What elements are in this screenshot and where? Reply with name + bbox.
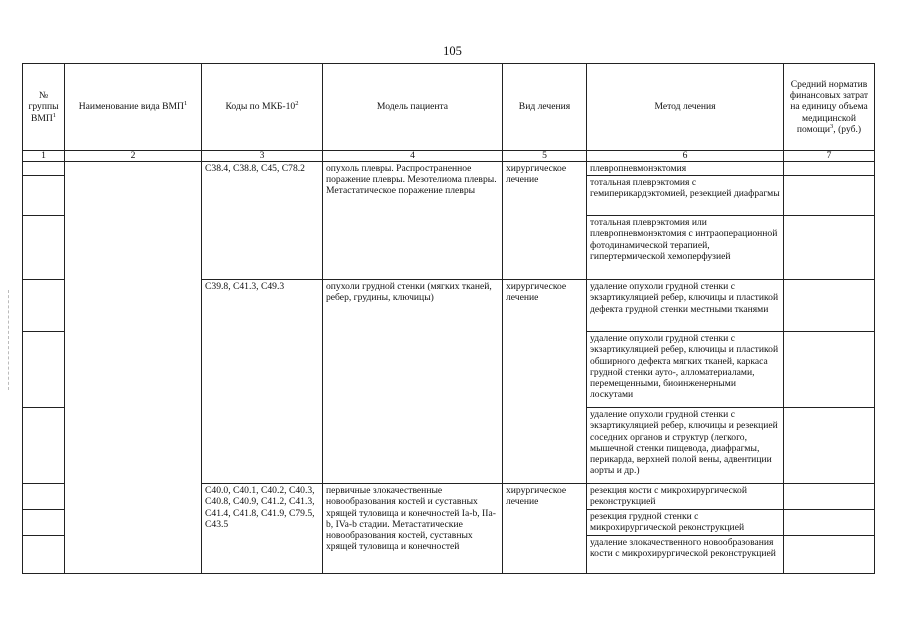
cost-cell	[784, 484, 875, 510]
cost-cell	[784, 510, 875, 536]
num-group-cell	[23, 510, 65, 536]
cost-cell	[784, 408, 875, 484]
num-group-cell	[23, 176, 65, 216]
header-name: Наименование вида ВМП$^1$	[65, 64, 202, 151]
treatment-type-cell: хирургическое лечение	[503, 280, 587, 484]
treatment-method-cell: резекция кости с микрохирургической реконструкцией	[587, 484, 784, 510]
codes-cell: C39.8, C41.3, C49.3	[202, 280, 323, 484]
vmp-name-cell	[65, 162, 202, 574]
num-group-cell	[23, 162, 65, 176]
column-numbers-row	[23, 151, 875, 162]
patient-model-cell: опухоль плевры. Распространенное поражение плевры. Мезотелиома плевры. Метастатическое поражение плевры	[323, 162, 503, 280]
column-number: 4	[323, 151, 503, 162]
num-group-cell	[23, 536, 65, 574]
column-number: 2	[65, 151, 202, 162]
header-codes: Коды по МКБ-$10^2$	[202, 64, 323, 151]
cost-cell	[784, 280, 875, 332]
margin-guide-line	[8, 290, 9, 390]
codes-cell: C38.4, C38.8, C45, C78.2	[202, 162, 323, 280]
column-number: 3	[202, 151, 323, 162]
header-method: Метод лечения	[587, 64, 784, 151]
cost-cell	[784, 332, 875, 408]
treatment-method-cell: удаление злокачественного новообразования кости с микрохирургической реконструкцией	[587, 536, 784, 574]
cost-cell	[784, 216, 875, 280]
num-group-cell	[23, 280, 65, 332]
cost-cell	[784, 176, 875, 216]
treatment-method-cell: удаление опухоли грудной стенки с экзартикуляцией ребер, ключицы и резекцией соседних органов и структур (легкого, мышечной стенки пищевода, диафрагмы, перикарда, верхней полой вены, адвентиции аорты и др.)	[587, 408, 784, 484]
header-model: Модель пациента	[323, 64, 503, 151]
header-treatment: Вид лечения	[503, 64, 587, 151]
cost-cell	[784, 162, 875, 176]
num-group-cell	[23, 332, 65, 408]
cost-cell	[784, 536, 875, 574]
num-group-cell	[23, 408, 65, 484]
codes-cell: C40.0, C40.1, C40.2, C40.3, C40.8, C40.9, C41.2, C41.3, C41.4, C41.8, C41.9, C79.5, C43.5	[202, 484, 323, 574]
table-row	[23, 162, 875, 176]
patient-model-cell: первичные злокачественные новообразования костей и суставных хрящей туловища и конечностей Ia-b, IIa-b, IVa-b стадии. Метастатические новообразования костей, суставных хрящей туловища и конечностей	[323, 484, 503, 574]
column-number: 1	[23, 151, 65, 162]
page-number: 105	[443, 44, 462, 58]
treatment-type-cell: хирургическое лечение	[503, 484, 587, 574]
header-num-group: № группы ВМП$^1$	[23, 64, 65, 151]
treatment-method-cell: тотальная плеврэктомия с гемиперикардэктомией, резекцией диафрагмы	[587, 176, 784, 216]
num-group-cell	[23, 216, 65, 280]
column-number: 7	[784, 151, 875, 162]
vmp-table	[22, 63, 875, 574]
treatment-method-cell: тотальная плеврэктомия или плевропневмонэктомия с интраоперационной фотодинамической терапией, гипертермической хемоперфузией	[587, 216, 784, 280]
num-group-cell	[23, 484, 65, 510]
treatment-method-cell: удаление опухоли грудной стенки с экзартикуляцией ребер, ключицы и пластикой дефекта грудной стенки местными тканями	[587, 280, 784, 332]
treatment-type-cell: хирургическое лечение	[503, 162, 587, 280]
header-cost: Средний норматив финансовых затрат на единицу объема медицинской помощи$^3$, (руб.)	[784, 64, 875, 151]
column-number: 6	[587, 151, 784, 162]
patient-model-cell: опухоли грудной стенки (мягких тканей, ребер, грудины, ключицы)	[323, 280, 503, 484]
treatment-method-cell: плевропневмонэктомия	[587, 162, 784, 176]
column-number: 5	[503, 151, 587, 162]
header-row	[23, 64, 875, 151]
treatment-method-cell: резекция грудной стенки с микрохирургической реконструкцией	[587, 510, 784, 536]
treatment-method-cell: удаление опухоли грудной стенки с экзартикуляцией ребер, ключицы и пластикой обширного дефекта мягких тканей, каркаса грудной стенки ауто-, алломатериалами, перемещенными, биоинженерными лоскутами	[587, 332, 784, 408]
